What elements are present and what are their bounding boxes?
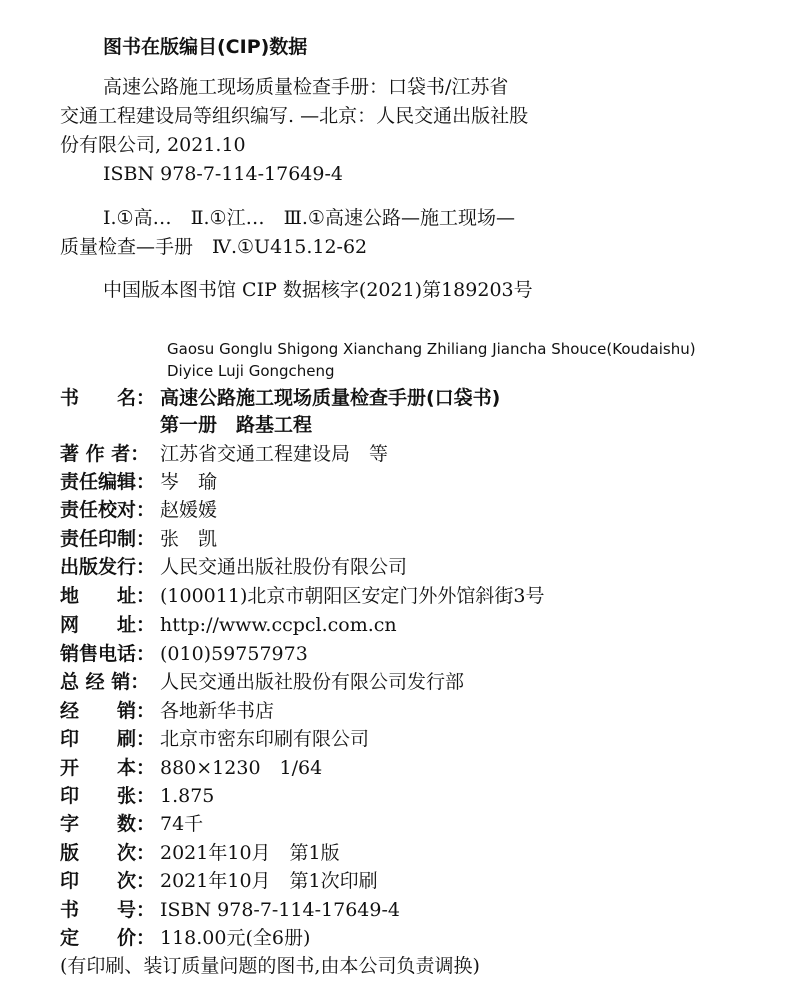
colophon-row-edition: [60, 839, 340, 867]
colophon-label: 印 刷：: [60, 728, 156, 750]
colophon-label: 定 价：: [60, 927, 156, 949]
colophon-label: 网 址：: [60, 614, 156, 636]
colophon-label: 印 次：: [60, 870, 156, 892]
colophon-value: (010)59757973: [160, 643, 308, 665]
colophon-row-book-name-2: [160, 411, 312, 439]
cip-data-number: 中国版本图书馆 CIP 数据核字(2021)第189203号: [103, 279, 533, 301]
colophon-label: 版 次：: [60, 842, 156, 864]
pinyin-title: Gaosu Gonglu Shigong Xianchang Zhiliang Jiancha Shouce(Koudaishu): [167, 340, 696, 358]
colophon-label: 出版发行：: [60, 556, 156, 578]
colophon-value: 880×1230 1/64: [160, 757, 323, 779]
colophon-row-printer: [60, 725, 369, 753]
colophon-row-website: [60, 611, 397, 639]
cip-isbn: ISBN 978-7-114-17649-4: [103, 163, 343, 185]
colophon-value: 第一册 路基工程: [160, 414, 313, 436]
colophon-value: 岑 瑜: [160, 471, 218, 493]
quality-notice: (有印刷、装订质量问题的图书,由本公司负责调换): [60, 955, 480, 977]
pinyin-subtitle: Diyice Luji Gongcheng: [167, 362, 335, 380]
colophon-label: 字 数：: [60, 813, 156, 835]
colophon-label: 销售电话：: [60, 643, 156, 665]
cip-line: 交通工程建设局等组织编写. —北京：人民交通出版社股: [60, 105, 529, 127]
colophon-label: 开 本：: [60, 757, 156, 779]
colophon-row-word-count: [60, 810, 203, 838]
colophon-row-address: [60, 582, 544, 610]
colophon-label: 书 号：: [60, 899, 156, 921]
colophon-row-printing: [60, 867, 378, 895]
cip-line: 高速公路施工现场质量检查手册：口袋书/江苏省: [103, 76, 509, 98]
colophon-value: 张 凯: [160, 528, 218, 550]
colophon-label: 著 作 者：: [60, 443, 150, 465]
colophon-value: 高速公路施工现场质量检查手册(口袋书): [160, 387, 501, 409]
colophon-row-distributor: [60, 668, 464, 696]
colophon-row-price: [60, 924, 310, 952]
colophon-value: 北京市密东印刷有限公司: [160, 728, 370, 750]
colophon-row-print-supervisor: [60, 525, 217, 553]
colophon-value: 各地新华书店: [160, 700, 275, 722]
colophon-row-retailer: [60, 697, 274, 725]
colophon-label: 地 址：: [60, 585, 156, 607]
cip-heading: 图书在版编目(CIP)数据: [103, 36, 308, 58]
colophon-value: 2021年10月 第1版: [160, 842, 340, 864]
colophon-value: 2021年10月 第1次印刷: [160, 870, 378, 892]
colophon-label: 经 销：: [60, 700, 156, 722]
colophon-value: 江苏省交通工程建设局 等: [160, 443, 389, 465]
colophon-row-proofreader: [60, 496, 217, 524]
colophon-label: 责任编辑：: [60, 471, 156, 493]
colophon-row-book-name: [60, 384, 500, 412]
cip-classification: Ⅰ.①高… Ⅱ.①江… Ⅲ.①高速公路—施工现场—: [103, 207, 515, 229]
colophon-value: 人民交通出版社股份有限公司发行部: [160, 671, 465, 693]
colophon-value: ISBN 978-7-114-17649-4: [160, 899, 400, 921]
colophon-row-editor: [60, 468, 217, 496]
colophon-label: 书 名：: [60, 387, 156, 409]
colophon-value: 赵媛媛: [160, 499, 218, 521]
colophon-value: 74千: [160, 813, 204, 835]
colophon-value: 1.875: [160, 785, 215, 807]
colophon-value: (100011)北京市朝阳区安定门外外馆斜街3号: [160, 585, 545, 607]
colophon-value: http://www.ccpcl.com.cn: [160, 614, 397, 636]
cip-line: 份有限公司, 2021.10: [60, 134, 246, 156]
colophon-value: 118.00元(全6册): [160, 927, 311, 949]
colophon-label: 责任印制：: [60, 528, 156, 550]
colophon-row-sheets: [60, 782, 214, 810]
colophon-row-publisher: [60, 553, 407, 581]
colophon-label: 总 经 销：: [60, 671, 150, 693]
colophon-label: 印 张：: [60, 785, 156, 807]
colophon-label: 责任校对：: [60, 499, 156, 521]
colophon-row-author: [60, 440, 388, 468]
colophon-row-sales-phone: [60, 640, 308, 668]
colophon-value: 人民交通出版社股份有限公司: [160, 556, 408, 578]
colophon-row-isbn: [60, 896, 400, 924]
colophon-row-format: [60, 754, 322, 782]
cip-classification: 质量检查—手册 Ⅳ.①U415.12-62: [60, 236, 368, 258]
